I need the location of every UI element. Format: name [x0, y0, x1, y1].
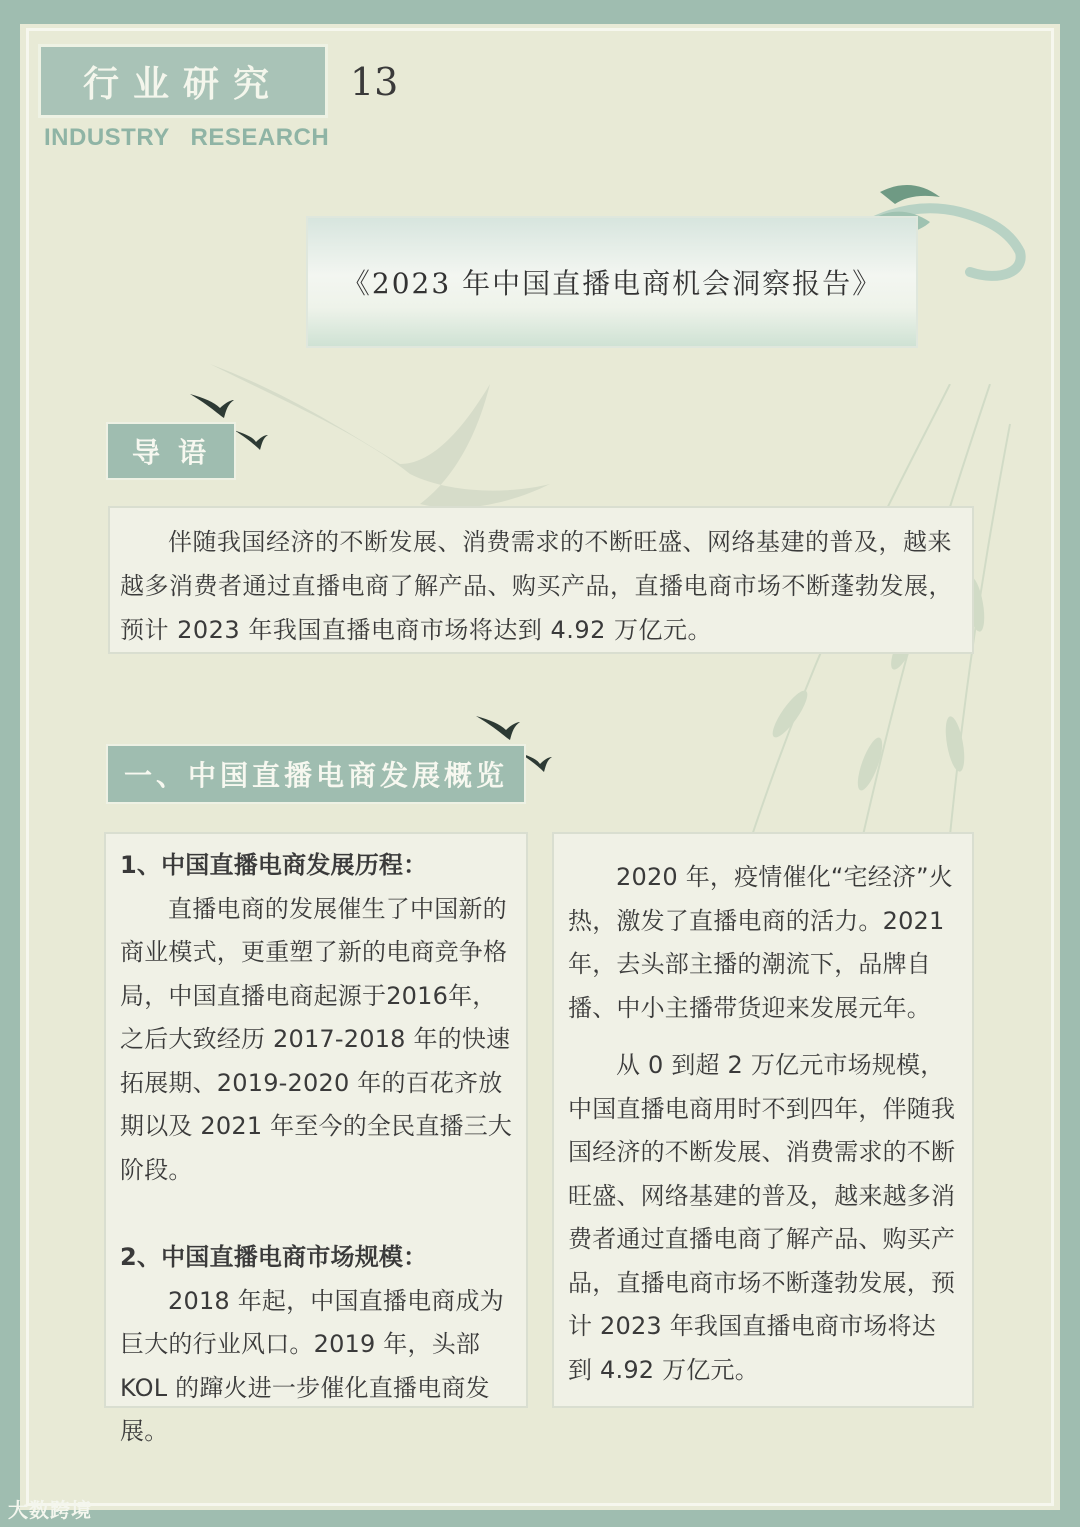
source-watermark: 大数跨境: [8, 1498, 92, 1522]
swallow-icon: [234, 426, 268, 452]
page-number: 13: [350, 60, 399, 104]
swallow-icon: [476, 710, 520, 744]
intro-box: [108, 506, 974, 654]
subsection-2-title: 2、中国直播电商市场规模：: [120, 1243, 428, 1271]
subsection-2-text: 2018 年起，中国直播电商成为巨大的行业风口。2019 年，头部 KOL 的蹿火进一步催化直播电商发展。: [120, 1286, 504, 1445]
header-title-en: INDUSTRY RESEARCH: [44, 124, 330, 151]
section-one-label: 一、中国直播电商发展概览: [106, 744, 526, 804]
subsection-1-title: 1、中国直播电商发展历程：: [120, 851, 428, 879]
right-paragraph-2: 从 0 到超 2 万亿元市场规模，中国直播电商用时不到四年，伴随我国经济的不断发展、消费需求的不断旺盛、网络基建的普及，越来越多消费者通过直播电商了解产品、购买产品，直播电商市场不断蓬勃发展，预计 2023 年我国直播电商市场将达到 4.92 万亿元。: [568, 1051, 956, 1384]
section-header-box: [38, 44, 328, 118]
intro-text: 伴随我国经济的不断发展、消费需求的不断旺盛、网络基建的普及，越来越多消费者通过直播电商了解产品、购买产品，直播电商市场不断蓬勃发展，预计 2023 年我国直播电商市场将达到 4.92 万亿元。: [120, 528, 953, 644]
right-column-box: [552, 832, 974, 1408]
swallow-icon: [190, 388, 234, 422]
report-title: 《2023 年中国直播电商机会洞察报告》: [341, 267, 883, 300]
header-title-cn: 行业研究: [82, 62, 283, 105]
page: [20, 24, 1060, 1510]
report-title-banner: [306, 216, 918, 348]
left-column-box: [104, 832, 528, 1445]
right-paragraph-1: 2020 年，疫情催化“宅经济”火热，激发了直播电商的活力。2021 年，去头部主播的潮流下，品牌自播、中小主播带货迎来发展元年。: [568, 863, 953, 1022]
intro-label: 导语: [106, 422, 236, 480]
subsection-1-text: 直播电商的发展催生了中国新的商业模式，更重塑了新的电商竞争格局，中国直播电商起源于2016年，之后大致经历 2017-2018 年的快速拓展期、2019-2020 年的百花齐放期以及 2021 年至今的全民直播三大阶段。: [120, 894, 513, 1184]
